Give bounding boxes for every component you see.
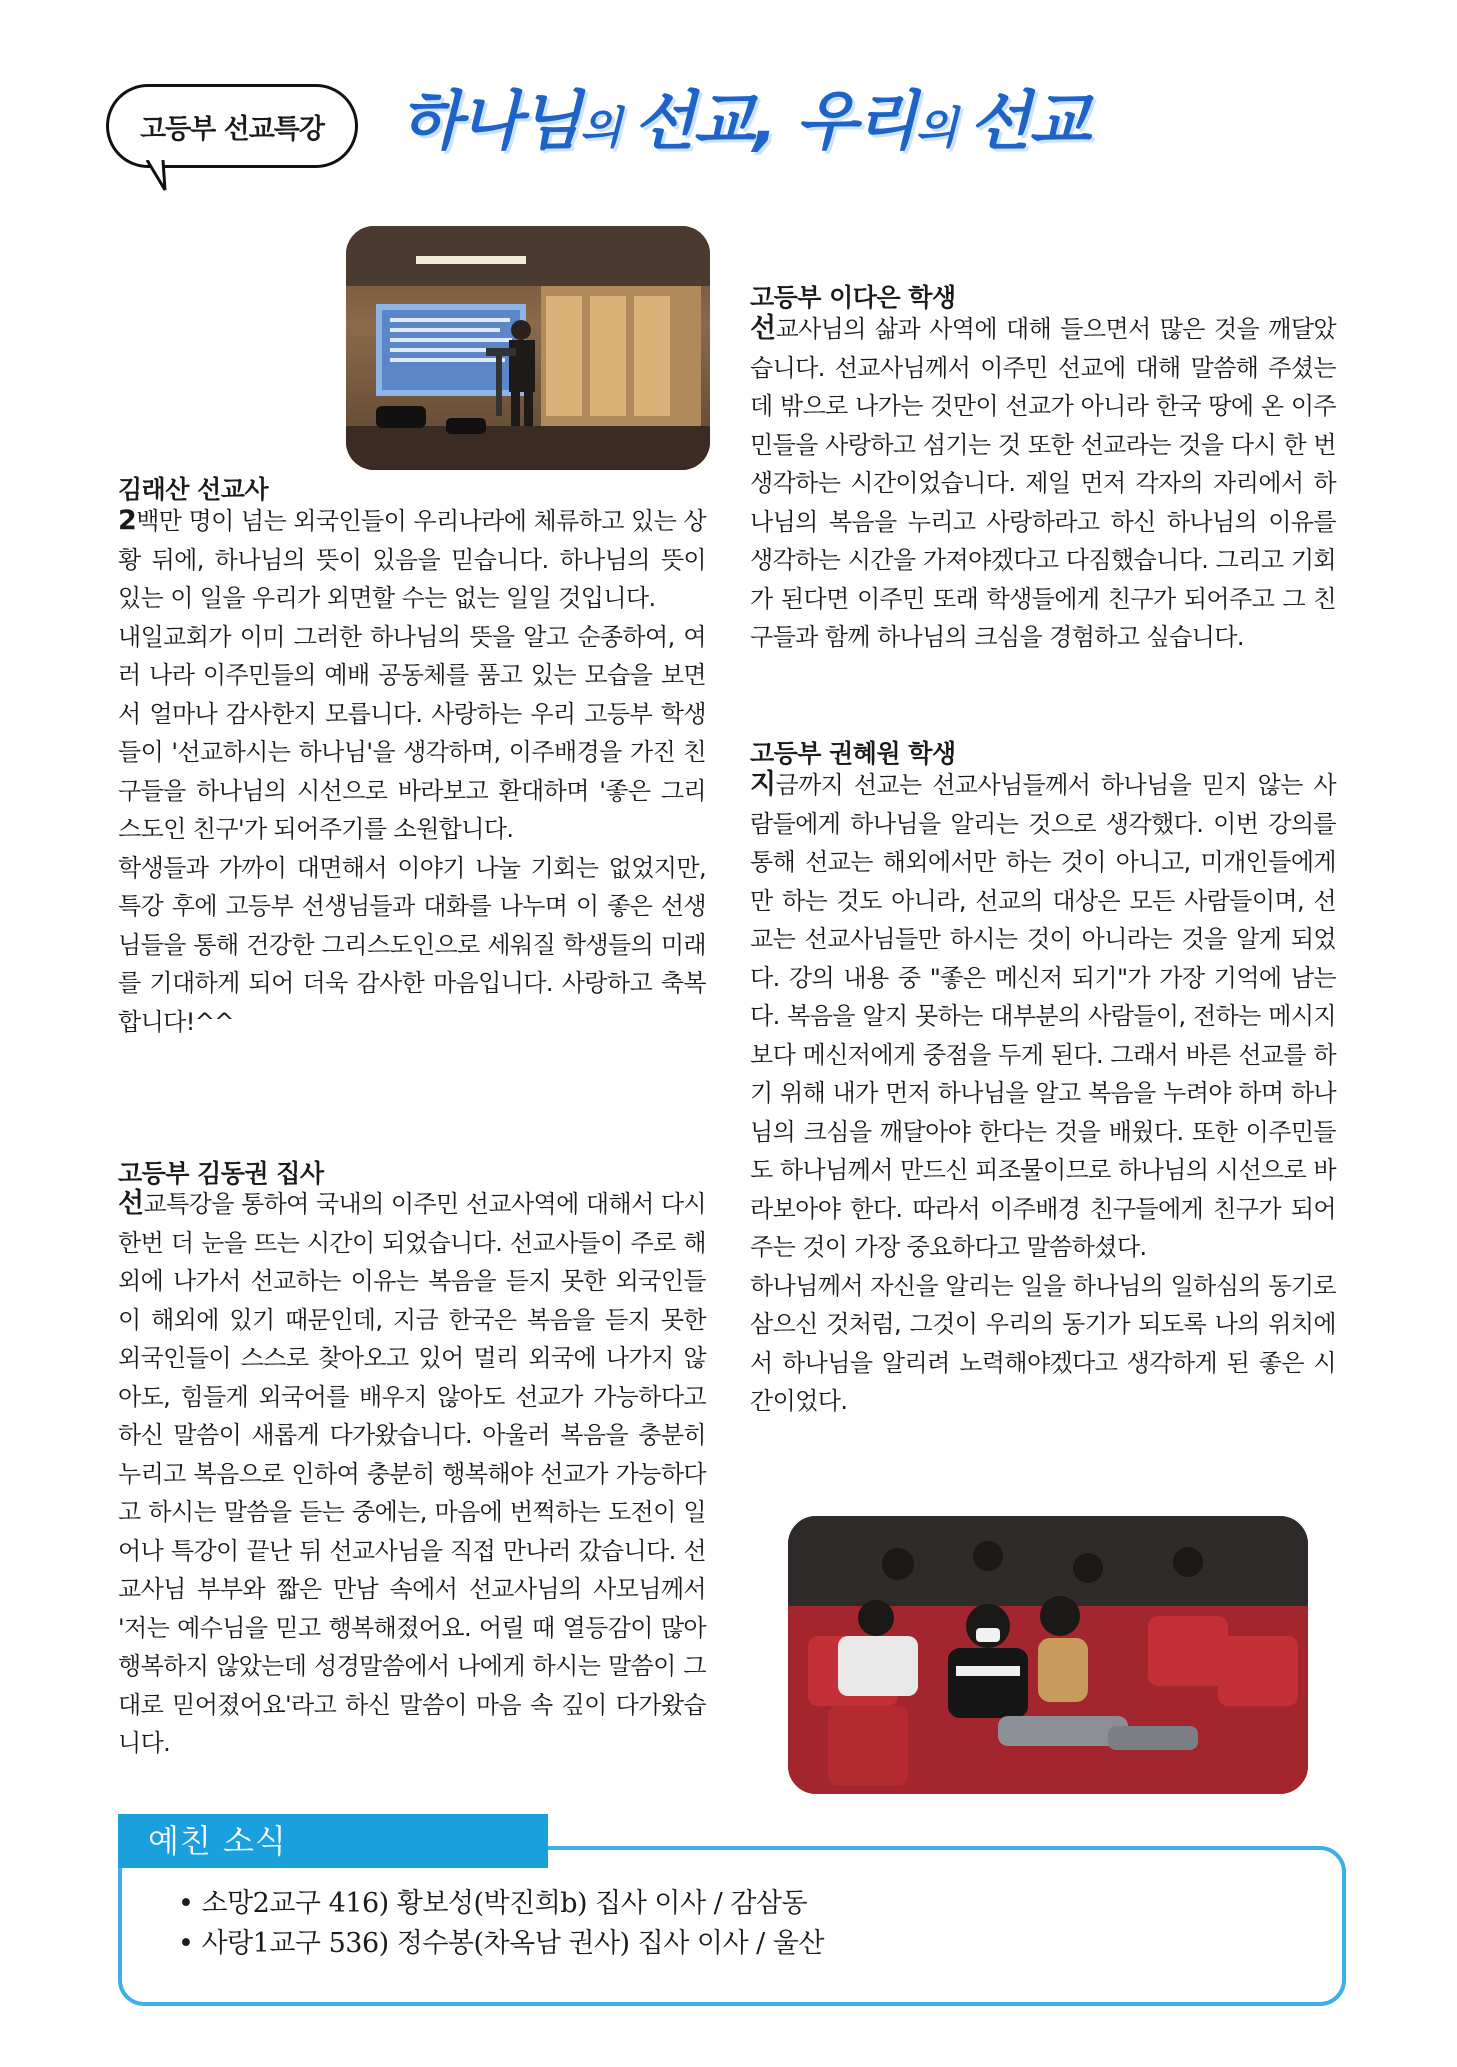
news-item: • 소망2교구 416) 황보성(박진희b) 집사 이사 / 감삼동 — [178, 1888, 808, 1919]
article-2-body — [118, 1185, 706, 1763]
students-photo — [788, 1516, 1308, 1794]
section-badge-label: 고등부 선교특강 — [140, 113, 324, 145]
article-4-body — [750, 766, 1336, 1421]
article-2-dropcap: 선 — [118, 1188, 144, 1219]
news-item: • 사랑1교구 536) 정수봉(차옥남 권사) 집사 이사 / 울산 — [178, 1928, 824, 1959]
news-section-title: 예친 소식 — [118, 1814, 548, 1868]
speech-bubble-tail — [145, 160, 185, 194]
section-badge — [106, 84, 358, 168]
title-mission-2: 선교 — [969, 85, 1089, 159]
title-mission-our: 선교, 우리 — [633, 85, 916, 159]
article-4-text: 금까지 선교는 선교사님들께서 하나님을 믿지 않는 사람들에게 하나님을 알리는 것으로 생각했다. 이번 강의를 통해 선교는 해외에서만 하는 것이 아니고, 미개인들에게만 하는 것도 아니라, 선교의 대상은 모든 사람들이며, 선교는 선교사님들만 하시는 것이 아니라는 것을 알게 되었다. 강의 내용 중 "좋은 메신저 되기"가 가장 기억에 남는다. 복음을 알지 못하는 대부분의 사람들이, 전하는 메시지보다 메신저에게 중점을 두게 된다. 그래서 바른 선교를 하기 위해 내가 먼저 하나님을 알고 복음을 누려야 하며 하나님의 크심을 깨달아야 한다는 것을 배웠다. 또한 이주민들도 하나님께서 만드신 피조물이므로 하나님의 시선으로 바라보아야 한다. 따라서 이주배경 친구들에게 친구가 되어주는 것이 가장 중요하다고 말씀하셨다. 하나님께서 자신을 알리는 일을 하나님의 일하심의 동기로 삼으신 것처럼, 그것이 우리의 동기가 되도록 나의 위치에서 하나님을 알리려 노력해야겠다고 생각하게 된 좋은 시간이었다. — [750, 771, 1336, 1415]
article-1-heading: 김래산 선교사 — [118, 475, 269, 504]
title-particle-1: 의 — [579, 103, 634, 154]
article-2-heading: 고등부 김동권 집사 — [118, 1159, 324, 1188]
lecture-photo — [346, 226, 710, 470]
title-hananim: 하나님 — [400, 85, 580, 159]
article-1-dropcap: 2 — [118, 505, 137, 536]
article-3-dropcap: 선 — [750, 313, 776, 344]
article-1-body — [118, 502, 706, 1041]
article-3-body — [750, 310, 1336, 657]
article-2-text: 교특강을 통하여 국내의 이주민 선교사역에 대해서 다시 한번 더 눈을 뜨는 시간이 되었습니다. 선교사들이 주로 해외에 나가서 선교하는 이유는 복음을 듣지 못한 외국인들이 해외에 있기 때문인데, 지금 한국은 복음을 듣지 못한 외국인들이 스스로 찾아오고 있어 멀리 외국에 나가지 않아도, 힘들게 외국어를 배우지 않아도 선교가 가능하다고 하신 말씀이 새롭게 다가왔습니다. 아울러 복음을 충분히 누리고 복음으로 인하여 충분히 행복해야 선교가 가능하다고 하시는 말씀을 듣는 중에는, 마음에 번쩍하는 도전이 일어나 특강이 끝난 뒤 선교사님을 직접 만나러 갔습니다. 선교사님 부부와 짧은 만남 속에서 선교사님의 사모님께서 '저는 예수님을 믿고 행복해졌어요. 어릴 때 열등감이 많아 행복하지 않았는데 성경말씀에서 나에게 하시는 말씀이 그대로 믿어졌어요'라고 하신 말씀이 마음 속 깊이 다가왔습니다. — [118, 1190, 706, 1757]
article-3-heading: 고등부 이다은 학생 — [750, 283, 956, 312]
title-particle-2: 의 — [915, 103, 970, 154]
page-title — [400, 72, 1160, 172]
article-4-heading: 고등부 권혜원 학생 — [750, 739, 956, 768]
article-3-text: 교사님의 삶과 사역에 대해 들으면서 많은 것을 깨달았습니다. 선교사님께서 이주민 선교에 대해 말씀해 주셨는데 밖으로 나가는 것만이 선교가 아니라 한국 땅에 온 이주민들을 사랑하고 섬기는 것 또한 선교라는 것을 다시 한 번 생각하는 시간이었습니다. 제일 먼저 각자의 자리에서 하나님의 복음을 누리고 사랑하라고 하신 하나님의 이유를 생각하는 시간을 가져야겠다고 다짐했습니다. 그리고 기회가 된다면 이주민 또래 학생들에게 친구가 되어주고 그 친구들과 함께 하나님의 크심을 경험하고 싶습니다. — [750, 315, 1336, 651]
article-4-dropcap: 지 — [750, 769, 776, 800]
article-1-text: 백만 명이 넘는 외국인들이 우리나라에 체류하고 있는 상황 뒤에, 하나님의 뜻이 있음을 믿습니다. 하나님의 뜻이 있는 이 일을 우리가 외면할 수는 없는 일일 것입니다. 내일교회가 이미 그러한 하나님의 뜻을 알고 순종하여, 여러 나라 이주민들의 예배 공동체를 품고 있는 모습을 보면서 얼마나 감사한지 모릅니다. 사랑하는 우리 고등부 학생들이 '선교하시는 하나님'을 생각하며, 이주배경을 가진 친구들을 하나님의 시선으로 바라보고 환대하며 '좋은 그리스도인 친구'가 되어주기를 소원합니다. 학생들과 가까이 대면해서 이야기 나눌 기회는 없었지만, 특강 후에 고등부 선생님들과 대화를 나누며 이 좋은 선생님들을 통해 건강한 그리스도인으로 세워질 학생들의 미래를 기대하게 되어 더욱 감사한 마음입니다. 사랑하고 축복합니다!^^ — [118, 507, 706, 1036]
news-box — [118, 1846, 1346, 2006]
news-list — [178, 1884, 824, 1964]
